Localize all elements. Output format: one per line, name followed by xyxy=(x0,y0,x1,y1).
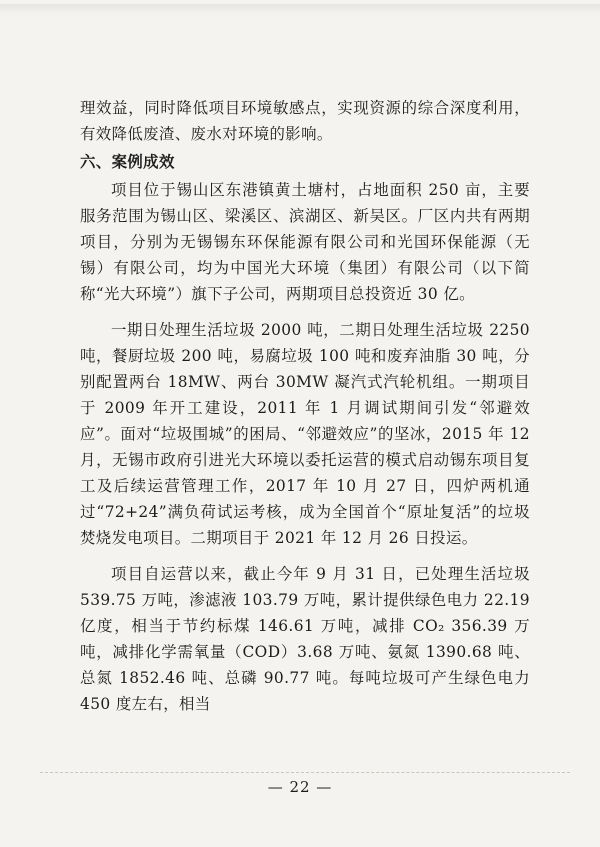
paragraph-project-location: 项目位于锡山区东港镇黄土塘村，占地面积 250 亩，主要服务范围为锡山区、梁溪区、滨湖区、新吴区。厂区内共有两期项目，分别为无锡锡东环保能源有限公司和光国环保能源（无锡）有限公司，均为中国光大环境（集团）有限公司（以下简称“光大环境”）旗下子公司，两期项目总投资近 30 亿。 xyxy=(80,181,530,303)
scan-edge-shadow xyxy=(0,4,600,14)
document-body xyxy=(80,95,536,717)
footer-divider xyxy=(40,772,570,773)
paragraph-operating-results: 项目自运营以来，截止今年 9 月 31 日，已处理生活垃圾 539.75 万吨，渗滤液 103.79 万吨，累计提供绿色电力 22.19 亿度，相当于节约标煤 146.61 万吨，减排 CO₂ 356.39 万吨，减排化学需氧量（COD）3.68 万吨、氨氮 1390.68 吨、总氮 1852.46 吨、总磷 90.77 吨。每吨垃圾可产生绿色电力 450 度左右，相当 xyxy=(80,565,536,713)
section-heading-results: 六、案例成效 xyxy=(80,153,175,171)
paragraph-continued: 理效益，同时降低项目环境敏感点，实现资源的综合深度利用，有效降低废渣、废水对环境的影响。 xyxy=(80,99,530,143)
paragraph-capacity-history: 一期日处理生活垃圾 2000 吨，二期日处理生活垃圾 2250 吨，餐厨垃圾 200 吨，易腐垃圾 100 吨和废弃油脂 30 吨，分别配置两台 18MW、两台 30MW 凝汽式汽轮机组。一期项目于 2009 年开工建设，2011 年 1 月调试期间引发“邻避效应”。面对“垃圾围城”的困局、“邻避效应”的坚冰，2015 年 12 月，无锡市政府引进光大环境以委托运营的模式启动锡东项目复工及后续运营管理工作，2017 年 10 月 27 日，四炉两机通过“72+24”满负荷试运考核，成为全国首个“原址复活”的垃圾焚烧发电项目。二期项目于 2021 年 12 月 26 日投运。 xyxy=(80,321,536,547)
page-number: — 22 — xyxy=(267,778,333,796)
